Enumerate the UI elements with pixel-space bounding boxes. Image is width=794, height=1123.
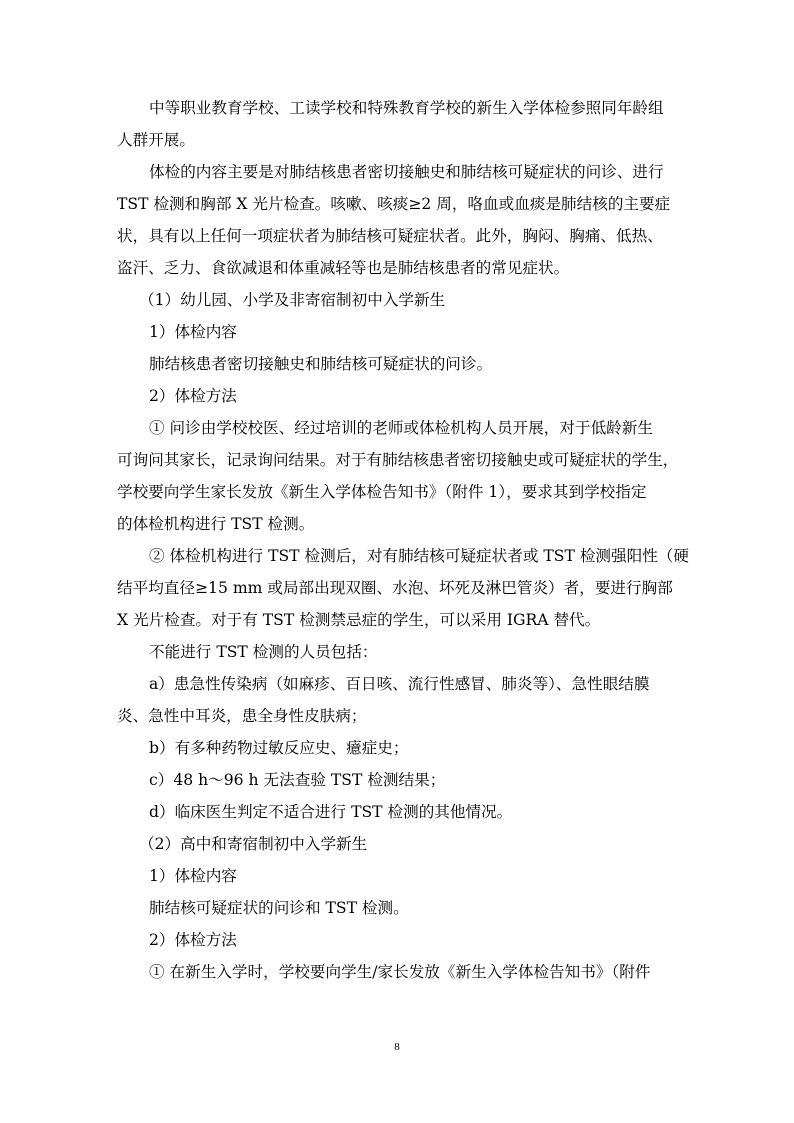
text-line: 体检的内容主要是对肺结核患者密切接触史和肺结核可疑症状的问诊、进行 (149, 163, 664, 181)
text-line: 炎、急性中耳炎，患全身性皮肤病； (117, 707, 367, 725)
text-line: X 光片检查。对于有 TST 检测禁忌症的学生，可以采用 IGRA 替代。 (117, 611, 601, 629)
text-line: 肺结核患者密切接触史和肺结核可疑症状的问诊。 (149, 355, 493, 373)
text-line: 人群开展。 (117, 131, 195, 149)
subsection-heading: 2）体检方法 (149, 931, 237, 949)
text-line: 状，具有以上任何一项症状者为肺结核可疑症状者。此外，胸闷、胸痛、低热、 (117, 227, 663, 245)
section-heading: （2）高中和寄宿制初中入学新生 (139, 835, 368, 853)
text-line: 肺结核可疑症状的问诊和 TST 检测。 (149, 899, 409, 917)
section-heading: （1）幼儿园、小学及非寄宿制初中入学新生 (139, 291, 446, 309)
text-line: 的体检机构进行 TST 检测。 (117, 515, 315, 533)
list-item: b）有多种药物过敏反应史、癔症史； (149, 739, 409, 757)
list-item: a）患急性传染病（如麻疹、百日咳、流行性感冒、肺炎等）、急性眼结膜 (149, 675, 650, 693)
body-text (117, 92, 689, 988)
text-line: TST 检测和胸部 X 光片检查。咳嗽、咳痰≥2 周，咯血或血痰是肺结核的主要症 (117, 195, 671, 213)
text-line: 盗汗、乏力、食欲减退和体重减轻等也是肺结核患者的常见症状。 (117, 259, 570, 277)
text-line: 结平均直径≥15 mm 或局部出现双圈、水泡、坏死及淋巴管炎）者，要进行胸部 (117, 579, 673, 597)
subsection-heading: 2）体检方法 (149, 387, 237, 405)
text-line: 中等职业教育学校、工读学校和特殊教育学校的新生入学体检参照同年龄组 (149, 99, 664, 117)
subsection-heading: 1）体检内容 (149, 323, 237, 341)
list-item: d）临床医生判定不适合进行 TST 检测的其他情况。 (149, 803, 513, 821)
text-line: ① 问诊由学校校医、经过培训的老师或体检机构人员开展，对于低龄新生 (149, 419, 653, 437)
text-line: 可询问其家长，记录询问结果。对于有肺结核患者密切接触史或可疑症状的学生， (117, 451, 679, 469)
list-item: c）48 h～96 h 无法查验 TST 检测结果； (149, 771, 446, 789)
text-line: ① 在新生入学时，学校要向学生/家长发放《新生入学体检告知书》（附件 (149, 963, 651, 981)
text-line: 学校要向学生家长发放《新生入学体检告知书》（附件 1），要求其到学校指定 (117, 483, 647, 501)
text-line: 不能进行 TST 检测的人员包括： (149, 643, 378, 661)
text-line: ② 体检机构进行 TST 检测后，对有肺结核可疑症状者或 TST 检测强阳性（硬 (149, 547, 689, 565)
subsection-heading: 1）体检内容 (149, 867, 237, 885)
page-number: 8 (394, 1041, 400, 1053)
